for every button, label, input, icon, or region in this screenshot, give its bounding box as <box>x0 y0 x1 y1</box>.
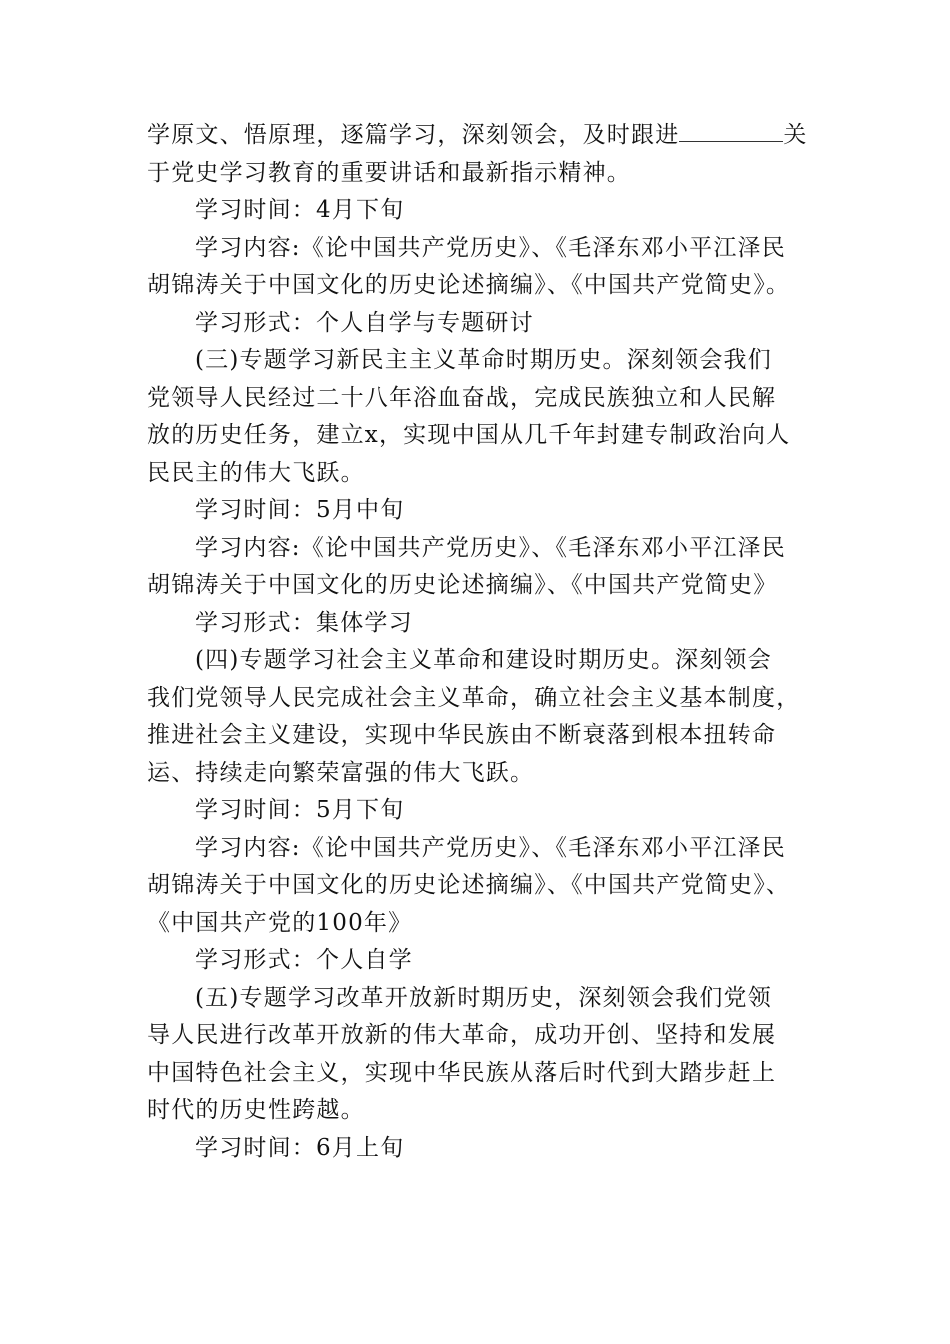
study-time-line: 学习时间：5月中旬 <box>195 497 405 523</box>
text-line: 胡锦涛关于中国文化的历史论述摘编》、《中国共产党简史》、 <box>147 872 791 898</box>
study-format-line: 学习形式：个人自学 <box>195 947 413 973</box>
study-content-line: 学习内容:《论中国共产党历史》、《毛泽东邓小平江泽民 <box>195 834 786 861</box>
text-line: 于党史学习教育的重要讲话和最新指示精神。 <box>147 159 631 186</box>
section-heading-5: (五)专题学习改革开放新时期历史，深刻领会我们党领 <box>195 984 772 1011</box>
study-time-line: 学习时间：6月上旬 <box>195 1134 405 1161</box>
study-format-line: 学习形式：集体学习 <box>195 609 413 636</box>
text-line <box>147 117 812 155</box>
study-time-line: 学习时间：5月下旬 <box>195 797 405 823</box>
text-line: 运、持续走向繁荣富强的伟大飞跃。 <box>147 759 535 786</box>
study-content-line: 学习内容:《论中国共产党历史》、《毛泽东邓小平江泽民 <box>195 534 786 561</box>
text-line: 中国特色社会主义，实现中华民族从落后时代到大踏步赶上 <box>147 1059 777 1086</box>
text-line: 民民主的伟大飞跃。 <box>147 459 365 486</box>
fill-in-blank <box>679 121 783 142</box>
text-line: 胡锦涛关于中国文化的历史论述摘编》、《中国共产党简史》。 <box>147 272 791 298</box>
study-time-line: 学习时间：4月下旬 <box>195 197 405 223</box>
text-line: 我们党领导人民完成社会主义革命，确立社会主义基本制度， <box>147 684 801 711</box>
study-content-line: 学习内容:《论中国共产党历史》、《毛泽东邓小平江泽民 <box>195 234 786 261</box>
text-line: 《中国共产党的100年》 <box>147 909 413 936</box>
text-line: 推进社会主义建设，实现中华民族由不断衰落到根本扭转命 <box>147 722 777 748</box>
text-segment: 关 <box>783 122 808 148</box>
text-line: 时代的历史性跨越。 <box>147 1097 365 1123</box>
section-heading-3: (三)专题学习新民主主义革命时期历史。深刻领会我们 <box>195 347 772 373</box>
study-format-line: 学习形式：个人自学与专题研讨 <box>195 309 534 336</box>
text-segment: 学原文、悟原理，逐篇学习，深刻领会，及时跟进 <box>147 122 680 148</box>
section-heading-4: (四)专题学习社会主义革命和建设时期历史。深刻领会 <box>195 647 772 673</box>
text-line: 放的历史任务，建立x，实现中国从几千年封建专制政治向人 <box>147 422 791 448</box>
text-line: 胡锦涛关于中国文化的历史论述摘编》、《中国共产党简史》 <box>147 572 778 598</box>
document-body <box>147 117 812 1167</box>
text-line: 党领导人民经过二十八年浴血奋战，完成民族独立和人民解 <box>147 384 777 411</box>
text-line: 导人民进行改革开放新的伟大革命，成功开创、坚持和发展 <box>147 1022 777 1048</box>
